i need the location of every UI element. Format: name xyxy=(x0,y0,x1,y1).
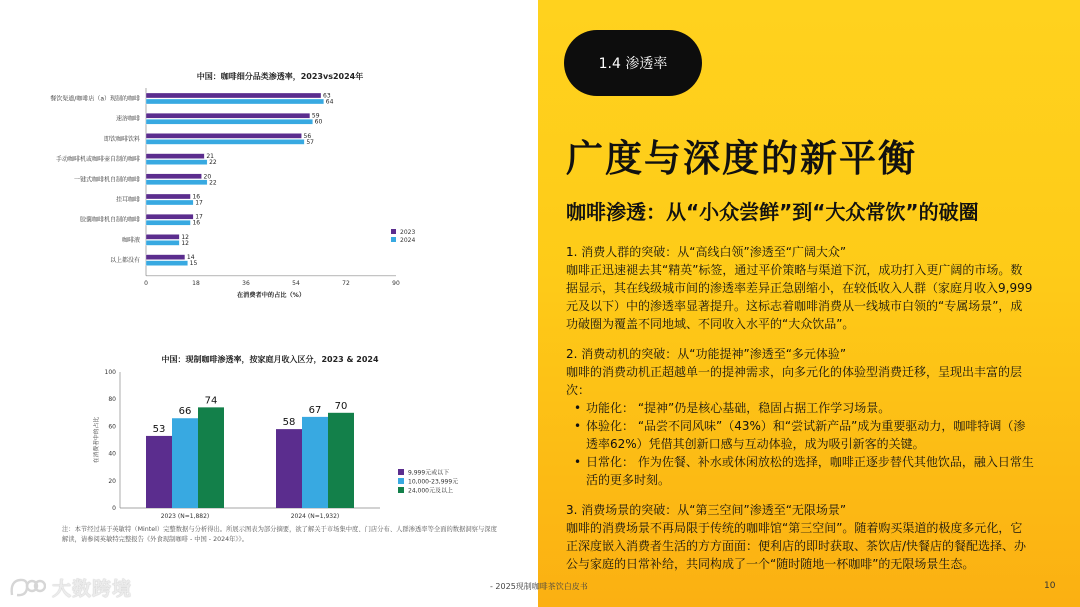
chart1-category-label: 即饮咖啡饮料 xyxy=(103,135,140,143)
chart1-category-label: 胶囊咖啡机自制的咖啡 xyxy=(79,216,140,224)
chart1-bar xyxy=(146,154,204,159)
chart1-bar xyxy=(146,214,193,219)
chart1-x-tick-label: 90 xyxy=(392,279,400,287)
chart1-data-label: 12 xyxy=(181,239,189,247)
chart1-data-label: 20 xyxy=(203,173,212,181)
chart1-x-tick-label: 72 xyxy=(342,279,350,287)
chart1-data-label: 22 xyxy=(209,159,217,167)
chart2-legend-swatch xyxy=(398,487,404,493)
chart2-bar xyxy=(146,436,172,508)
chart2-y-tick-label: 20 xyxy=(108,477,116,485)
chart1-bar xyxy=(146,220,190,225)
chart2-data-label: 67 xyxy=(308,404,322,416)
chart1-category-label: 挂耳咖啡 xyxy=(115,196,140,204)
chart2-y-tick-label: 60 xyxy=(108,423,116,431)
chart2-data-label: 70 xyxy=(334,400,348,412)
chart2-y-tick-label: 100 xyxy=(104,369,116,376)
chart1-legend-label: 2024 xyxy=(400,237,416,244)
chart2-category-label: 2024 (N=1,932) xyxy=(290,513,340,520)
watermark-logo-icon xyxy=(8,575,46,601)
chart1-bar xyxy=(146,234,179,239)
chart1-category-label: 咖啡液 xyxy=(121,236,140,244)
chart1-bar xyxy=(146,240,179,245)
chart1-data-label: 16 xyxy=(192,219,201,227)
chart1-x-tick-label: 36 xyxy=(242,279,250,287)
bullet-daily: • 日常化： 作为佐餐、补水或休闲放松的选择，咖啡正逐步替代其他饮品，融入日常生活的更多时刻。 xyxy=(574,453,1034,489)
chart1-bar xyxy=(146,133,302,138)
chart1-title: 中国：咖啡细分品类渗透率，2023vs2024年 xyxy=(196,72,364,81)
chart2-bar xyxy=(302,417,328,508)
chart2-legend-label: 9,999元或以下 xyxy=(408,469,450,477)
chart1-legend-swatch xyxy=(391,237,396,242)
chart1-bar xyxy=(146,93,321,98)
chart1-data-label: 17 xyxy=(195,199,203,207)
chart2-data-label: 58 xyxy=(282,417,296,429)
chart1-category-label: 餐饮渠道/咖啡店（a）现制的咖啡 xyxy=(50,95,140,103)
chart1-bar xyxy=(146,113,310,118)
chart1-data-label: 21 xyxy=(206,153,214,161)
chart1-bar xyxy=(146,99,324,104)
chart1-data-label: 59 xyxy=(311,112,320,120)
chart1-data-label: 17 xyxy=(195,213,203,221)
chart2-y-tick-label: 0 xyxy=(112,505,116,512)
chart1-data-label: 64 xyxy=(325,98,334,106)
chart2-bar xyxy=(276,429,302,508)
watermark-text: 大数跨境 xyxy=(52,578,133,600)
chart2-data-label: 66 xyxy=(178,406,192,418)
chart1-x-tick-label: 54 xyxy=(292,279,300,287)
chart2-category-label: 2023 (N=1,882) xyxy=(160,513,210,520)
chart2-data-label: 53 xyxy=(152,423,166,435)
chart1-data-label: 12 xyxy=(181,233,189,241)
chart1-bar xyxy=(146,261,188,266)
chart1-data-label: 15 xyxy=(189,260,198,268)
chart2-legend-swatch xyxy=(398,469,404,475)
section-1-text: 咖啡正迅速褪去其“精英”标签，通过平价策略与渠道下沉，成功打入更广阔的市场。数据显示，其在线级城市间的渗透率差异正急剧缩小，在较低收入人群（家庭月收入9,999元及以下）中的渗透率显著提升。这标志着咖啡消费从一线城市白领的“专属场景”，成功破圈为覆盖不同地域、不同收入水平的“大众饮品”。 xyxy=(566,263,1033,331)
body-text xyxy=(566,243,1034,573)
section-1-title: 1. 消费人群的突破：从“高线白领”渗透至“广阔大众” xyxy=(566,245,847,259)
chart1-x-tick-label: 0 xyxy=(144,279,148,287)
chart1-legend-swatch xyxy=(391,229,396,234)
chart1-category-label: 以上都没有 xyxy=(109,257,140,265)
chart1-bar xyxy=(146,255,185,260)
chart1-category-label: 一键式咖啡机自制的咖啡 xyxy=(73,176,140,184)
chart2-bar xyxy=(172,418,198,508)
chart1-bar xyxy=(146,119,313,124)
chart1-bar xyxy=(146,200,193,205)
chart1-data-label: 56 xyxy=(303,132,312,140)
chart1-svg xyxy=(0,82,538,392)
chart1-legend-label: 2023 xyxy=(400,229,416,236)
chart1-bar xyxy=(146,139,304,144)
chart2-bar xyxy=(328,413,354,508)
chart1-data-label: 60 xyxy=(314,118,323,126)
chart2-legend-swatch xyxy=(398,478,404,484)
chart2-legend-label: 24,000元及以上 xyxy=(408,487,453,495)
watermark xyxy=(8,574,132,601)
page-number: 10 xyxy=(1044,581,1056,591)
footer-text: - 2025现制咖啡茶饮白皮书 xyxy=(490,582,588,591)
section-2-title: 2. 消费动机的突破：从“功能提神”渗透至“多元体验” xyxy=(566,347,847,361)
chart2-y-tick-label: 40 xyxy=(108,450,116,458)
source-note: 注：本节经过基于英敏特（Mintel）完整数据与分析得出。所展示图表为部分摘要，欲了解关于市场集中度、门店分布、人群渗透率等全面的数据洞察与深度解读，请参阅英敏特完整报告《外食现制咖啡 - 中国 - 2024年》》。 xyxy=(62,526,497,543)
chart1-data-label: 57 xyxy=(306,138,314,146)
chart1-bar xyxy=(146,160,207,165)
chart1-x-axis-label: 在消费者中的占比（%） xyxy=(236,291,306,299)
chart1-data-label: 22 xyxy=(209,179,217,187)
chart1-x-tick-label: 18 xyxy=(192,279,200,287)
section-pill-label: 1.4 渗透率 xyxy=(598,56,668,72)
chart2-y-axis-label: 在消费者中的占比 xyxy=(94,416,100,464)
section-2-text: 咖啡的消费动机正超越单一的提神需求，向多元化的体验型消费迁移，呈现出丰富的层次： xyxy=(566,365,1023,397)
section-3-title: 3. 消费场景的突破：从“第三空间”渗透至“无限场景” xyxy=(566,503,847,517)
section-pill xyxy=(564,30,702,96)
bullet-functional: • 功能化： “提神”仍是核心基础，稳固占据工作学习场景。 xyxy=(574,399,1034,417)
chart2-svg xyxy=(0,364,538,524)
bullet-experiential: • 体验化： “品尝不同风味”（43%）和“尝试新产品”成为重要驱动力，咖啡特调（渗透率62%）凭借其创新口感与互动体验，成为吸引新客的关键。 xyxy=(574,417,1034,453)
chart2-y-tick-label: 80 xyxy=(108,396,116,404)
section-3-text: 咖啡的消费场景不再局限于传统的咖啡馆“第三空间”。随着购买渠道的极度多元化，它正深度嵌入消费者生活的方方面面：便利店的即时获取、茶饮店/快餐店的餐配选择、办公与家庭的日常补给，共同构成了一个“随时随地一杯咖啡”的无限场景生态。 xyxy=(566,521,1027,571)
section-2-bullets xyxy=(574,399,1034,489)
chart1-data-label: 16 xyxy=(192,193,201,201)
chart2-bar xyxy=(198,407,224,508)
chart1-category-label: 速溶咖啡 xyxy=(115,115,140,123)
chart2-data-label: 74 xyxy=(204,395,218,407)
chart2-legend-label: 10,000-23,999元 xyxy=(408,478,459,486)
chart1-data-label: 14 xyxy=(186,254,195,262)
chart1-data-label: 63 xyxy=(323,92,331,100)
subheadline: 咖啡渗透：从“小众尝鲜”到“大众常饮”的破圈 xyxy=(566,200,979,224)
chart1-bar xyxy=(146,174,202,179)
left-panel xyxy=(0,0,538,607)
chart1-bar xyxy=(146,194,190,199)
headline: 广度与深度的新平衡 xyxy=(566,137,917,180)
chart1-category-label: 手动咖啡机或咖啡壶自制的咖啡 xyxy=(55,156,140,164)
chart2-title: 中国：现制咖啡渗透率，按家庭月收入区分，2023 & 2024 xyxy=(161,355,379,364)
chart1-bar xyxy=(146,180,207,185)
